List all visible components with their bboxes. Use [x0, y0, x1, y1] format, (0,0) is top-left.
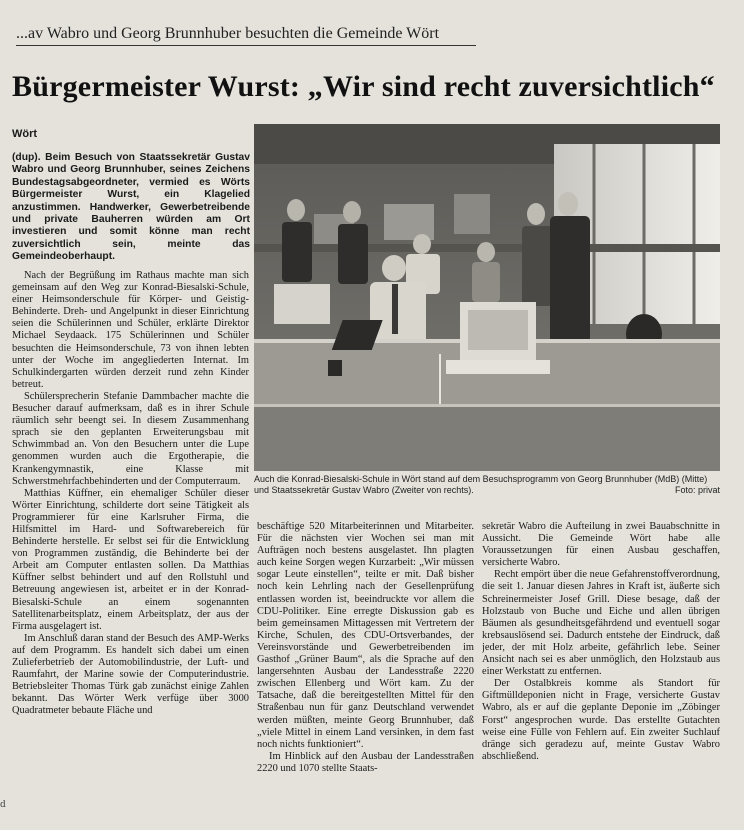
- headline: Bürgermeister Wurst: „Wir sind recht zuversichtlich“: [12, 70, 715, 103]
- photo-caption: [254, 474, 720, 496]
- photo-credit: Foto: privat: [674, 485, 720, 495]
- photo: [254, 124, 720, 471]
- margin-note: d: [0, 800, 6, 810]
- caption-text: Auch die Konrad-Biesalski-Schule in Wört stand auf dem Besuchsprogramm von Georg Brunnhuber (MdB) (Mitte) und Staatssekretär Gustav Wabro (Zweiter von rechts).: [254, 474, 708, 495]
- paragraph: Im Hinblick auf den Ausbau der Landesstraßen 2220 und 1070 stellte Staats-: [257, 750, 474, 774]
- paragraph: Nach der Begrüßung im Rathaus machte man sich gemeinsam auf den Weg zur Konrad-Biesalski-Schule, einer Heimsonderschule für Körper- und Geistig-Behinderte. Dreh- und Angelpunkt in dieser Einrichtung seien die Schülerinnen und Schüler, erklärte Direktor Michael Seydaack. 175 Schülerinnen und Schüler besuchten die Heimsonderschule, 73 von ihnen lebten unter der Woche im angegliederten Internat. Im Schulkindergarten würden derzeit rund zehn Kinder betreut.: [12, 270, 249, 390]
- paragraph: Schülersprecherin Stefanie Dammbacher machte die Besucher darauf aufmerksam, daß es in ihrer Schule räumlich sehr beengt sei. In diesem Zusammenhang sprach sie den geplanten Erweiterungsbau mit Schwimmbad an. Von den Besuchern unter die Lupe genommen wurden auch die Ergotherapie, die Krankengymnastik, eine Klasse mit Schwerstmehrfachbehinderten und der Computerraum.: [12, 390, 249, 487]
- column-2: [257, 521, 474, 826]
- paragraph: sekretär Wabro die Aufteilung in zwei Bauabschnitte in Aussicht. Die Gemeinde Wört habe alle Voraussetzungen für einen Ausbau geschaffen, versicherte Wabro.: [482, 521, 720, 569]
- paragraph: beschäftige 520 Mitarbeiterinnen und Mitarbeiter. Für die nächsten vier Wochen sei man mit Aufträgen noch bestens ausgelastet. Ihn plagten auch keine Sorgen wegen Kurzarbeit: „Wir müssen sogar Leute einstellen“, teilte er mit. Daß bisher noch kein Lehrling nach der Gesellenprüfung entlassen worden ist, beeindruckte vor allem die CDU-Politiker. Eine erregte Diskussion gab es beim gemeinsamen Mittagessen mit Vertretern der Kirche, Schulen, des CDU-Ortsverbandes, der Vereinsvorstände und Gewerbetreibenden im Gasthof „Grüner Baum“, als die Sprache auf den langersehnten Ausbau der Landesstraße 2220 zwischen Ellenberg und Wört kam. Zu der Tatsache, daß die bereitgestellten Mittel für den Straßenbau nun für ganz Deutschland verwendet werden müßten, meinte Georg Brunnhuber, daß „viele Mittel in einem Land versinken, in dem fast noch nichts funktioniert“.: [257, 521, 474, 750]
- photo-illustration: [254, 124, 720, 471]
- paragraph: Im Anschluß daran stand der Besuch des AMP-Werks auf dem Programm. Es handelt sich dabei um einen Zulieferbetrieb der Automobilindustrie, der Luft- und Raumfahrt, der Marine sowie der Computerindustrie. Betriebsleiter Thomas Türk gab zunächst einige Zahlen bekannt. Das Wörter Werk verfüge über 3000 Quadratmeter bebaute Fläche und: [12, 632, 249, 717]
- column-1: [12, 270, 249, 825]
- paragraph: Der Ostalbkreis komme als Standort für Giftmülldeponien nicht in Frage, versicherte Gustav Wabro, als er auf die geplante Deponie im „Zöbinger Forst“ angesprochen wurde. Das erstellte Gutachten weise eine Fülle von Fehlern auf. Ein zweiter Suchlauf dränge sich geradezu auf, meinte Gustav Wabro abschließend.: [482, 678, 720, 762]
- dateline: Wört: [12, 128, 38, 140]
- column-3: [482, 521, 720, 826]
- kicker: ...av Wabro und Georg Brunnhuber besuchten die Gemeinde Wört: [16, 25, 476, 46]
- paragraph: Recht empört über die neue Gefahrenstoffverordnung, die seit 1. Januar diesen Jahres in Kraft ist, äußerte sich Schreinermeister Josef Grill. Diese besage, daß der Holzstaub von Buche und Eiche und allen übrigen Bäumen als gesundheitsgefährdend und eventuell sogar krebsauslösend sei. Dadurch entstehe der Eindruck, daß jeder, der mit Holz arbeite, gefährlich lebe. Seiner Ansicht nach sei es aber unmöglich, den Holzstaub aus einer Werkstatt zu entfernen.: [482, 569, 720, 678]
- lead-paragraph: (dup). Beim Besuch von Staatssekretär Gustav Wabro und Georg Brunnhuber, seines Zeichens Bundestagsabgeordneter, vermied es Wörts Bürgermeister Wurst, ein Klagelied anzustimmen. Handwerker, Gewerbetreibende und private Bauherren würden am Ort investieren und somit könne man recht zuversichtlich sein, meinte das Gemeindeoberhaupt.: [12, 152, 250, 263]
- paragraph: Matthias Küffner, ein ehemaliger Schüler dieser Wörter Einrichtung, schilderte dort seine Tätigkeit als Programmierer für eine Karlsruher Firma, die Hilfsmittel im Hard- und Softwarebereich für Behinderte herstelle. Er selbst sei für die Entwicklung von Programmen zuständig, die Behinderte bei der Arbeit am Computer entlasten sollen. Da Matthias Küffner selbst behindert und auf den Rollstuhl und Betreuung angewiesen ist, arbeitet er in der Konrad-Biesalski-Schule an einem sogenannten Satellitenarbeitsplatz, einem Arbeitsplatz, der aus der Firma ausgelagert ist.: [12, 487, 249, 632]
